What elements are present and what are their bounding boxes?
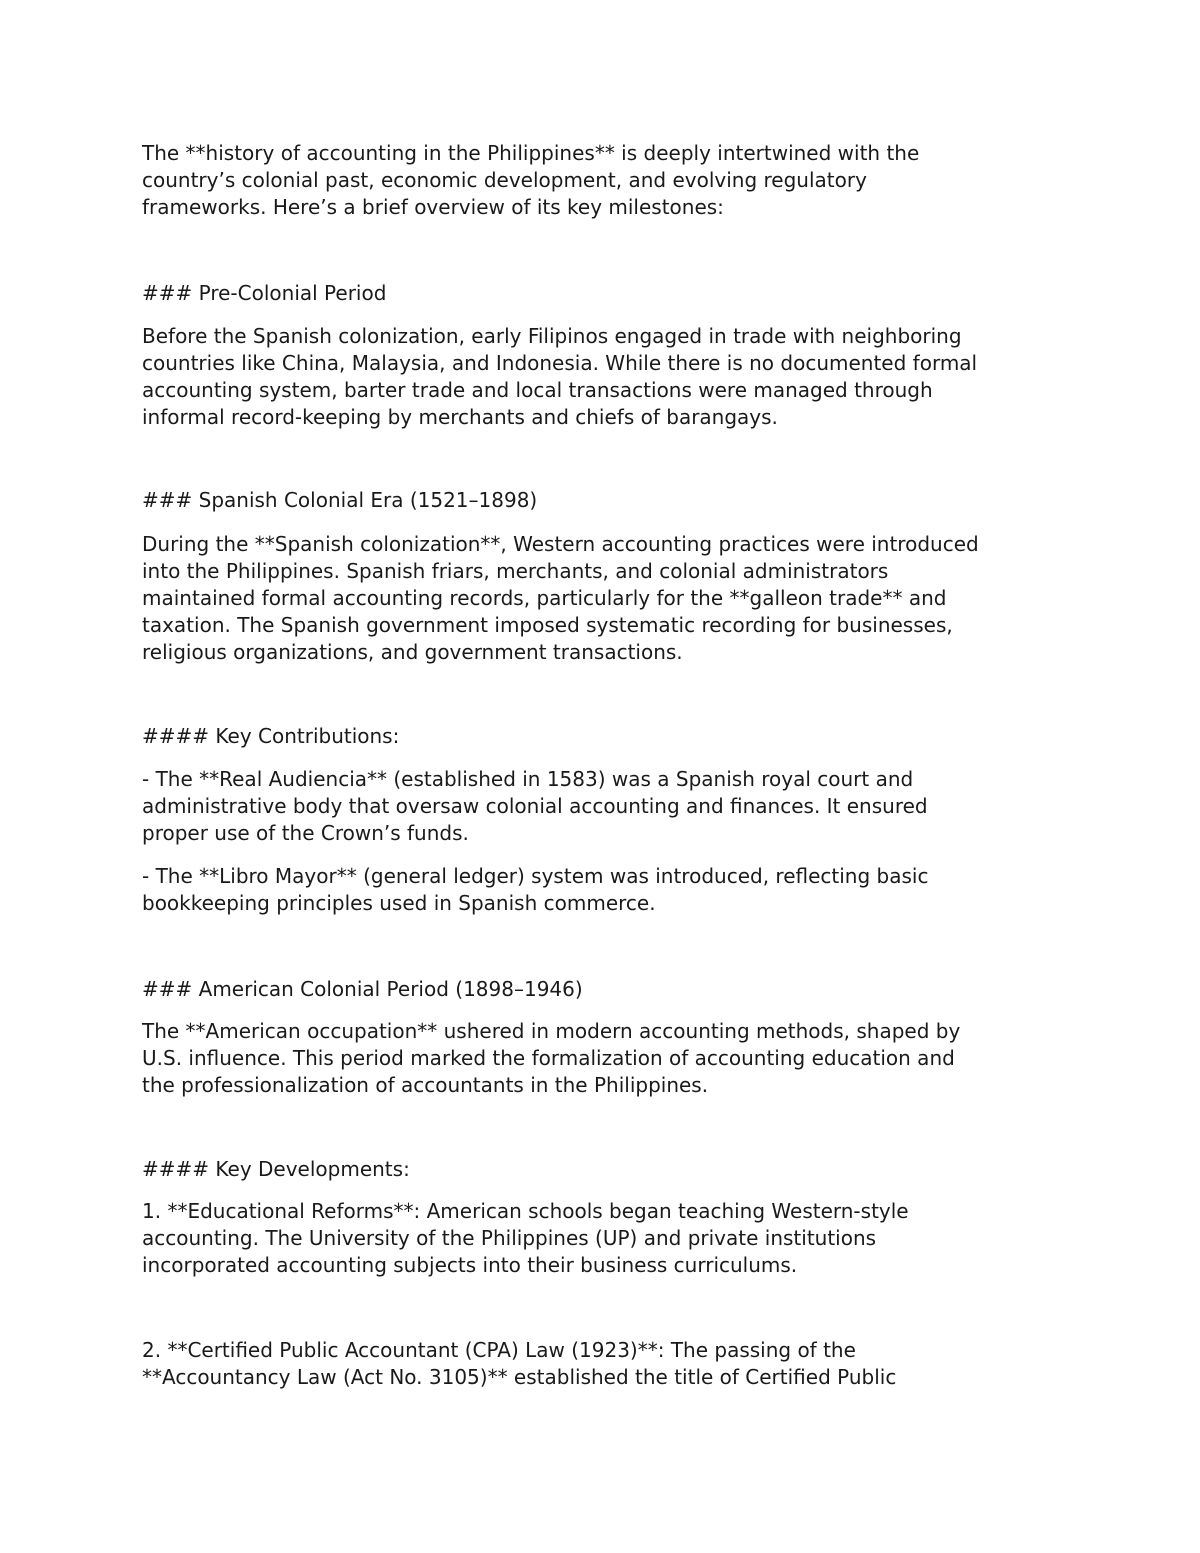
list-item: 1. **Educational Reforms**: American schools began teaching Western-style accounting. The University of the Philippines (UP) and private institutions incorporated accounting subjects into their business curriculums. [142,1199,909,1277]
heading-spanish: ### Spanish Colonial Era (1521–1898) [142,488,538,512]
document-page [142,140,1062,1391]
list-item: - The **Real Audiencia** (established in 1583) was a Spanish royal court and administrative body that oversaw colonial accounting and finances. It ensured proper use of the Crown’s funds. [142,767,928,845]
spanish-paragraph: During the **Spanish colonization**, Western accounting practices were introduced into the Philippines. Spanish friars, merchants, and colonial administrators maintained formal accounting records, particularly for the **galleon trade** and taxation. The Spanish government imposed systematic recording for businesses, religious organizations, and government transactions. [142,532,979,664]
list-item: 2. **Certified Public Accountant (CPA) Law (1923)**: The passing of the **Accountancy Law (Act No. 3105)** established the title of Certified Public [142,1338,897,1389]
heading-key-developments: #### Key Developments: [142,1157,410,1181]
american-paragraph: The **American occupation** ushered in modern accounting methods, shaped by U.S. influence. This period marked the formalization of accounting education and the professionalization of accountants in the Philippines. [142,1019,961,1097]
heading-key-contributions: #### Key Contributions: [142,724,400,748]
precolonial-paragraph: Before the Spanish colonization, early Filipinos engaged in trade with neighboring countries like China, Malaysia, and Indonesia. While there is no documented formal accounting system, barter trade and local transactions were managed through informal record-keeping by merchants and chiefs of barangays. [142,324,978,429]
heading-precolonial: ### Pre-Colonial Period [142,281,387,305]
heading-american: ### American Colonial Period (1898–1946) [142,977,583,1001]
list-item: - The **Libro Mayor** (general ledger) system was introduced, reflecting basic bookkeeping principles used in Spanish commerce. [142,864,929,915]
intro-paragraph: The **history of accounting in the Philippines** is deeply intertwined with the country’s colonial past, economic development, and evolving regulatory frameworks. Here’s a brief overview of its key milestones: [142,141,920,219]
